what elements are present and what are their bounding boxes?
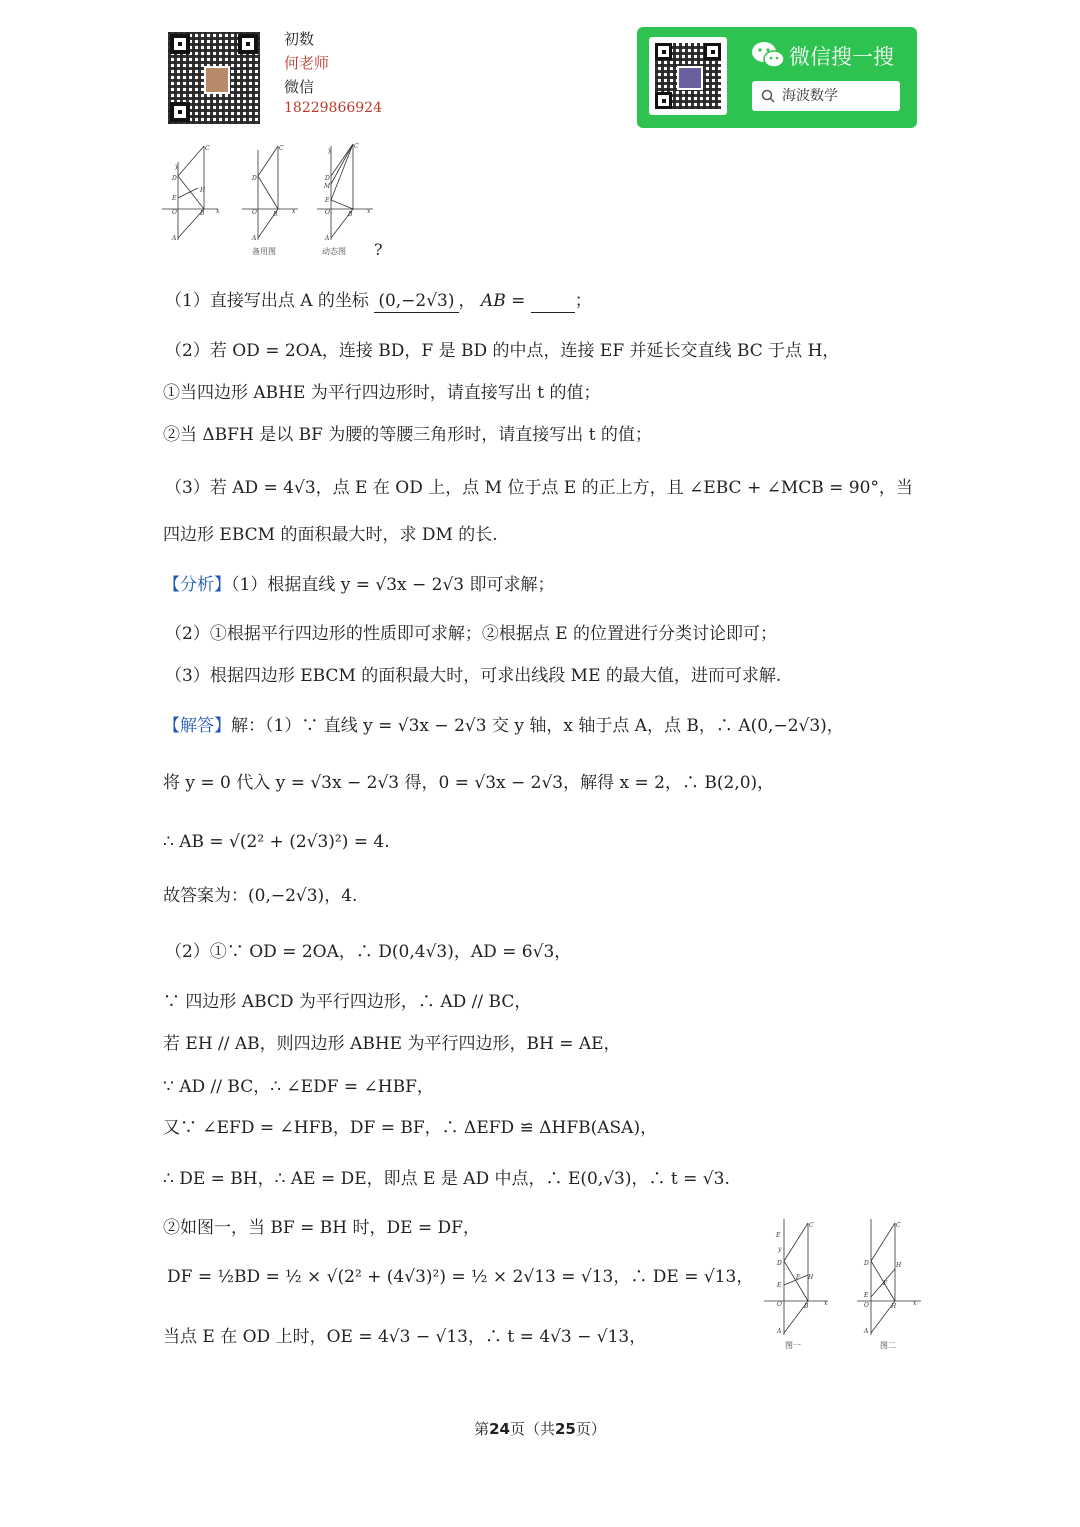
- qr-label-1: 初数: [284, 30, 315, 48]
- qr-phone: 18229866924: [284, 100, 382, 116]
- svg-text:F: F: [883, 1280, 888, 1287]
- svg-text:D: D: [864, 1260, 869, 1267]
- solution-line-11: ②如图一，当 BF = BH 时，DE = DF，: [163, 1218, 480, 1238]
- figure-caption-backup: 备用图: [252, 247, 276, 256]
- solution-tag: 【解答】: [163, 716, 231, 736]
- svg-text:M: M: [324, 183, 331, 190]
- question-1-ab: AB =: [480, 291, 526, 311]
- wechat-search-box[interactable]: [752, 81, 900, 111]
- svg-text:H: H: [891, 1303, 897, 1310]
- svg-text:D: D: [777, 1260, 782, 1267]
- solution-line-12: DF = ½BD = ½ × √(2² + (4√3)²) = ½ × 2√13 = √13，∴ DE = √13，: [167, 1267, 754, 1287]
- wechat-title: 微信搜一搜: [789, 45, 894, 69]
- svg-text:D: D: [252, 175, 257, 182]
- svg-text:C: C: [896, 1222, 901, 1229]
- svg-text:O: O: [777, 1301, 782, 1308]
- svg-text:y: y: [778, 1246, 782, 1253]
- figure-caption-two: 图二: [880, 1341, 896, 1350]
- svg-text:B: B: [348, 211, 353, 218]
- svg-text:C: C: [205, 145, 210, 152]
- svg-text:E: E: [776, 1232, 781, 1239]
- question-mark: ?: [374, 240, 383, 259]
- solution-line-1: [163, 715, 844, 737]
- question-3a: （3）若 AD = 4√3，点 E 在 OD 上，点 M 位于点 E 的正上方，且 ∠EBC + ∠MCB = 90°，当: [165, 478, 913, 498]
- svg-text:x: x: [216, 208, 220, 215]
- solution-line-4: 故答案为：(0,−2√3)，4.: [163, 886, 358, 906]
- svg-text:O: O: [252, 209, 257, 216]
- solution-line-7: 若 EH // AB，则四边形 ABHE 为平行四边形，BH = AE，: [163, 1034, 621, 1054]
- question-2: （2）若 OD = 2OA，连接 BD，F 是 BD 的中点，连接 EF 并延长交直线 BC 于点 H，: [165, 341, 840, 361]
- svg-text:D: D: [172, 175, 177, 182]
- figure-backup: [240, 140, 305, 245]
- figure-two: [855, 1215, 925, 1337]
- svg-text:H: H: [896, 1262, 902, 1269]
- question-1: [165, 290, 592, 313]
- svg-text:x: x: [824, 1300, 828, 1307]
- question-1-end: ；: [574, 291, 592, 311]
- svg-text:C: C: [354, 143, 359, 150]
- svg-text:O: O: [325, 209, 330, 216]
- svg-text:E: E: [325, 197, 330, 204]
- svg-text:E: E: [777, 1282, 782, 1289]
- figure-caption-one: 图一: [785, 1341, 801, 1350]
- question-2b: ②当 ΔBFH 是以 BF 为腰的等腰三角形时，请直接写出 t 的值；: [163, 425, 652, 445]
- svg-text:A: A: [864, 1328, 869, 1335]
- solution-line-2: 将 y = 0 代入 y = √3x − 2√3 得，0 = √3x − 2√3，解得 x = 2，∴ B(2,0)，: [163, 773, 775, 793]
- figure-dynamic: [315, 140, 380, 245]
- qr-label-3: 微信: [284, 78, 315, 96]
- footer-total-pages: 25: [555, 1420, 576, 1438]
- solution-line-1-text: 解：（1）∵ 直线 y = √3x − 2√3 交 y 轴，x 轴于点 A，点 B，∴ A(0,−2√3)，: [231, 716, 844, 736]
- svg-text:x: x: [292, 208, 296, 215]
- figure-one: [762, 1215, 832, 1337]
- svg-text:B: B: [273, 211, 278, 218]
- search-icon: [761, 89, 775, 103]
- question-1-text: （1）直接写出点 A 的坐标: [165, 291, 369, 311]
- wechat-search-text: 海波数学: [782, 88, 838, 104]
- svg-text:A: A: [777, 1328, 782, 1335]
- svg-text:B: B: [804, 1303, 809, 1310]
- svg-text:y: y: [328, 147, 332, 154]
- solution-line-10: ∴ DE = BH，∴ AE = DE，即点 E 是 AD 中点，∴ E(0,√3)，∴ t = √3.: [163, 1169, 730, 1189]
- svg-text:F: F: [796, 1274, 801, 1281]
- svg-text:E: E: [864, 1292, 869, 1299]
- svg-text:H: H: [200, 187, 206, 194]
- wechat-icon: [751, 41, 785, 69]
- solution-line-8: ∵ AD // BC，∴ ∠EDF = ∠HBF，: [163, 1077, 434, 1097]
- solution-line-3: ∴ AB = √(2² + (2√3)²) = 4.: [163, 832, 390, 852]
- analysis-line-1: [163, 574, 555, 596]
- analysis-line-2: （2）①根据平行四边形的性质即可求解；②根据点 E 的位置进行分类讨论即可；: [165, 624, 778, 644]
- svg-text:O: O: [864, 1302, 869, 1309]
- figure-caption-dynamic: 动态图: [322, 247, 346, 256]
- svg-text:y: y: [175, 163, 179, 170]
- svg-text:A: A: [325, 235, 330, 242]
- svg-text:C: C: [809, 1222, 814, 1229]
- page-footer: [0, 1418, 1080, 1439]
- svg-text:x: x: [367, 208, 371, 215]
- svg-text:B: B: [200, 210, 205, 217]
- solution-line-5: （2）①∵ OD = 2OA，∴ D(0,4√3)，AD = 6√3，: [165, 942, 572, 962]
- svg-text:E: E: [172, 195, 177, 202]
- svg-text:A: A: [172, 235, 177, 242]
- svg-text:O: O: [172, 209, 177, 216]
- qr-label-2: 何老师: [284, 54, 330, 72]
- question-1-separator: ，: [458, 291, 476, 311]
- footer-mid: 页（共: [509, 1420, 555, 1438]
- answer-blank-ab: [531, 290, 575, 313]
- qr-code-wechat: [649, 37, 727, 115]
- svg-text:H: H: [808, 1274, 814, 1281]
- footer-post: 页）: [575, 1420, 606, 1438]
- analysis-line-1-text: （1）根据直线 y = √3x − 2√3 即可求解；: [231, 575, 555, 595]
- question-3b: 四边形 EBCM 的面积最大时，求 DM 的长.: [163, 525, 498, 545]
- analysis-tag: 【分析】: [163, 575, 231, 595]
- footer-page-number: 24: [489, 1420, 510, 1438]
- solution-line-9: 又∵ ∠EFD = ∠HFB，DF = BF，∴ ΔEFD ≌ ΔHFB(ASA)，: [163, 1118, 658, 1138]
- figure-main: [160, 140, 225, 245]
- svg-text:A: A: [252, 235, 257, 242]
- answer-blank-a: (0,−2√3): [374, 290, 458, 313]
- question-2a: ①当四边形 ABHE 为平行四边形时，请直接写出 t 的值；: [163, 383, 601, 403]
- solution-line-13: 当点 E 在 OD 上时，OE = 4√3 − √13，∴ t = 4√3 − √13，: [163, 1327, 647, 1347]
- footer-pre: 第: [474, 1420, 490, 1438]
- svg-text:C: C: [279, 145, 284, 152]
- svg-text:D: D: [325, 175, 330, 182]
- analysis-line-3: （3）根据四边形 EBCM 的面积最大时，可求出线段 ME 的最大值，进而可求解.: [165, 666, 782, 686]
- solution-line-6: ∵ 四边形 ABCD 为平行四边形，∴ AD // BC，: [163, 992, 532, 1012]
- wechat-search-card: [637, 27, 917, 128]
- qr-code-personal: [168, 32, 260, 124]
- svg-text:x: x: [913, 1300, 917, 1307]
